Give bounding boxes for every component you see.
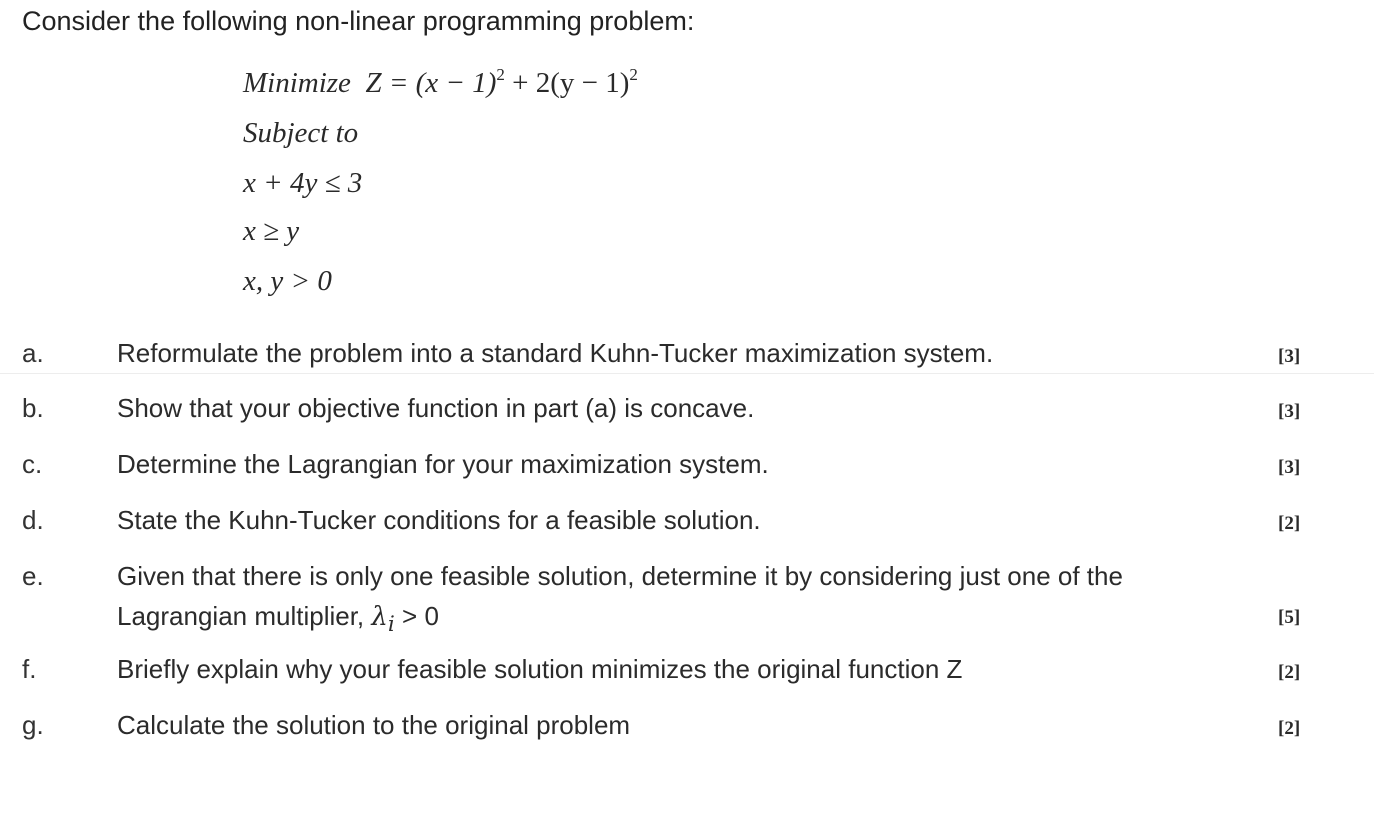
subject-to-label: Subject to <box>243 117 359 149</box>
question-letter: f. <box>22 654 37 684</box>
lambda-condition: > 0 <box>394 601 439 631</box>
question-text-line1: Given that there is only one feasible solution, determine it by considering just one of the <box>117 561 1123 591</box>
constraint-3: x, y > 0 <box>243 265 332 297</box>
constraint-1: x + 4y ≤ 3 <box>243 167 363 199</box>
question-text: Calculate the solution to the original problem <box>117 710 631 740</box>
exponent-1: 2 <box>496 65 505 84</box>
question-letter: c. <box>22 449 43 479</box>
question-text: State the Kuhn-Tucker conditions for a feasible solution. <box>117 505 761 535</box>
objective-expression-part1: Z = (x − 1) <box>365 67 497 99</box>
question-letter: e. <box>22 561 44 591</box>
question-text <box>117 556 1123 645</box>
objective-line <box>243 66 638 100</box>
question-marks: [2] <box>1278 662 1301 683</box>
question-text: Briefly explain why your feasible solution minimizes the original function Z <box>117 654 963 684</box>
question-marks: [5] <box>1278 607 1301 628</box>
question-letter: a. <box>22 338 44 368</box>
objective-expression-part2: + 2(y − 1) <box>504 67 630 99</box>
question-letter: b. <box>22 393 44 423</box>
question-text-line2-prefix: Lagrangian multiplier, <box>117 601 372 631</box>
question-letter: g. <box>22 710 44 740</box>
divider <box>0 373 1374 374</box>
question-text: Determine the Lagrangian for your maximization system. <box>117 449 769 479</box>
exponent-2: 2 <box>629 65 638 84</box>
lambda-symbol: λ <box>371 602 388 632</box>
lambda-subscript: i <box>387 612 395 638</box>
question-marks: [2] <box>1278 513 1301 534</box>
question-letter: d. <box>22 505 44 535</box>
question-text: Show that your objective function in part (a) is concave. <box>117 393 755 423</box>
question-text: Reformulate the problem into a standard Kuhn-Tucker maximization system. <box>117 338 994 368</box>
question-marks: [3] <box>1278 457 1301 478</box>
problem-intro: Consider the following non-linear programming problem: <box>22 6 695 36</box>
question-marks: [2] <box>1278 718 1301 739</box>
question-marks: [3] <box>1278 401 1301 422</box>
question-marks: [3] <box>1278 346 1301 367</box>
constraint-2: x ≥ y <box>243 215 300 247</box>
question-text-line2 <box>117 596 1123 645</box>
objective-label: Minimize <box>243 67 351 99</box>
